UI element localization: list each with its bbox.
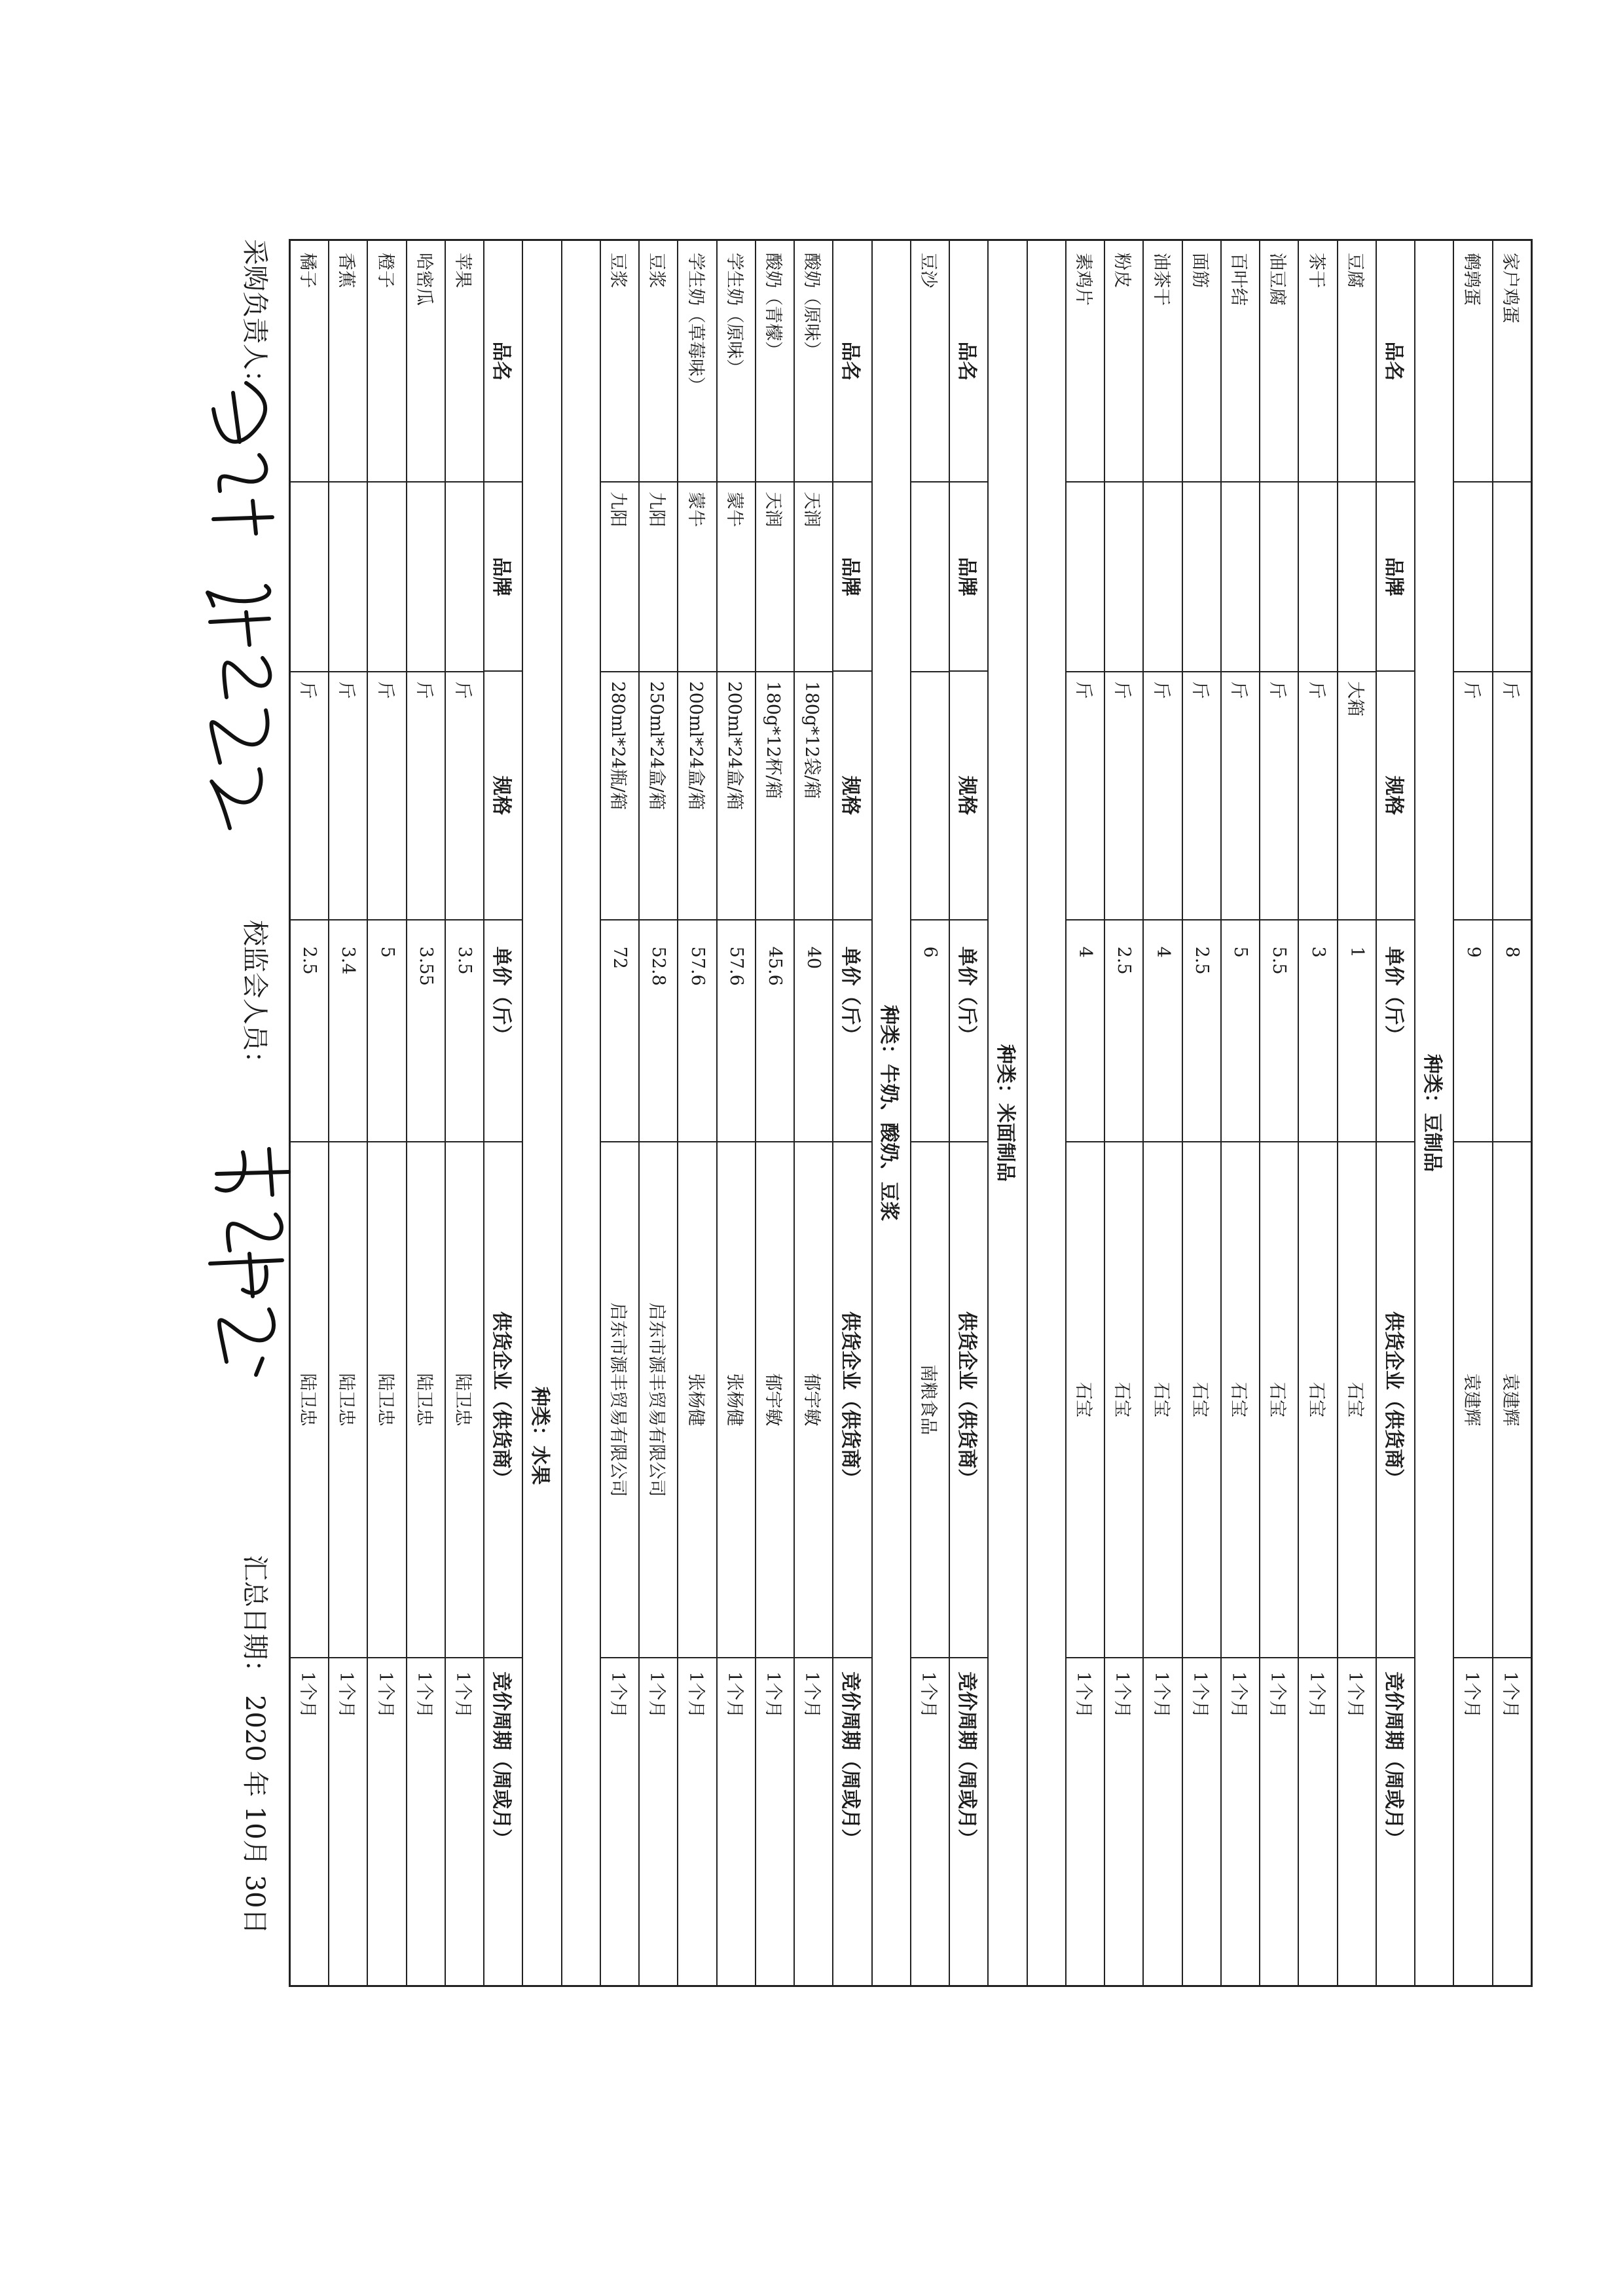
cell-price: 2.5 — [291, 920, 328, 1142]
header-supplier: 供货企业（供货商） — [1377, 1142, 1414, 1658]
cell-spec: 斤 — [1067, 672, 1104, 920]
section-title-row — [988, 241, 1027, 1985]
cell-spec: 280ml*24瓶/箱 — [601, 672, 638, 920]
header-row — [1376, 241, 1414, 1985]
cell-spec: 斤 — [1105, 672, 1142, 920]
header-brand: 品牌 — [484, 483, 522, 672]
table-row — [1298, 241, 1337, 1985]
blank-row — [561, 241, 600, 1985]
cell-spec: 200ml*24盒/箱 — [718, 672, 755, 920]
cell-supplier: 陆卫忠 — [329, 1142, 367, 1658]
cell-brand — [329, 483, 367, 672]
header-spec: 规格 — [484, 672, 522, 920]
cell-brand — [1144, 483, 1182, 672]
cell-spec: 斤 — [329, 672, 367, 920]
cell-spec: 斤 — [1260, 672, 1298, 920]
cell-price: 72 — [601, 920, 638, 1142]
table-row — [328, 241, 367, 1985]
header-cycle: 竞价周期（周或月） — [489, 1671, 513, 1849]
rotated-page — [172, 239, 1533, 2229]
cell-brand — [1455, 483, 1492, 672]
header-supplier: 供货企业（供货商） — [484, 1142, 522, 1658]
table-row — [755, 241, 793, 1985]
cell-supplier: 陆卫忠 — [291, 1142, 328, 1658]
table-row — [1220, 241, 1259, 1985]
header-name: 品名 — [484, 241, 522, 483]
cell-cycle: 1个月 — [801, 1671, 822, 1719]
cell-cycle: 1个月 — [1267, 1671, 1288, 1719]
cell-spec — [911, 672, 949, 920]
header-cycle: 竞价周期（周或月） — [1381, 1671, 1405, 1849]
cell-spec: 180g*12袋/箱 — [795, 672, 832, 920]
cell-cycle: 1个月 — [1189, 1671, 1210, 1719]
cell-price: 6 — [911, 920, 949, 1142]
cell-brand — [1493, 483, 1531, 672]
cell-price: 45.6 — [756, 920, 793, 1142]
cell-brand — [1105, 483, 1142, 672]
header-row — [949, 241, 987, 1985]
cell-supplier: 张杨健 — [679, 1142, 716, 1658]
cell-cycle: 1个月 — [685, 1671, 706, 1719]
cell-spec: 斤 — [407, 672, 445, 920]
cell-price: 9 — [1455, 920, 1492, 1142]
cell-spec: 大箱 — [1338, 672, 1376, 920]
table-row — [1143, 241, 1182, 1985]
cell-price: 3.5 — [446, 920, 483, 1142]
table-row — [678, 241, 716, 1985]
cell-supplier: 启东市源丰贸易有限公司 — [640, 1142, 677, 1658]
blank-cell — [562, 241, 600, 1985]
section-title-row — [871, 241, 910, 1985]
cell-price: 5 — [1222, 920, 1259, 1142]
cell-name: 素鸡片 — [1067, 241, 1104, 483]
cell-cycle: 1个月 — [1228, 1671, 1249, 1719]
cell-name: 家户鸡蛋 — [1493, 241, 1531, 483]
cell-supplier: 南粮食品 — [911, 1142, 949, 1658]
cell-cycle: 1个月 — [1305, 1671, 1326, 1719]
cell-name: 油豆腐 — [1260, 241, 1298, 483]
table-row — [1065, 241, 1104, 1985]
cell-spec: 180g*12杯/箱 — [756, 672, 793, 920]
buyer-label: 采购负责人： — [240, 239, 270, 396]
header-spec: 规格 — [1377, 672, 1414, 920]
supervisor-label: 校监会人员： — [240, 920, 270, 1077]
cell-cycle: 1个月 — [763, 1671, 784, 1719]
cell-name: 橘子 — [291, 241, 328, 483]
cell-spec: 斤 — [1183, 672, 1220, 920]
cell-cycle: 1个月 — [336, 1671, 357, 1719]
date-year-unit: 年 — [240, 1770, 270, 1797]
date-label: 汇总日期： — [240, 1555, 270, 1686]
cell-brand: 天润 — [756, 483, 793, 672]
cell-price: 57.6 — [718, 920, 755, 1142]
cell-supplier: 袁建辉 — [1455, 1142, 1492, 1658]
header-name: 品名 — [1377, 241, 1414, 483]
cell-brand: 蒙牛 — [679, 483, 716, 672]
cell-name: 香蕉 — [329, 241, 367, 483]
table-row — [600, 241, 638, 1985]
cell-supplier: 石宝 — [1105, 1142, 1142, 1658]
cell-supplier: 石宝 — [1144, 1142, 1182, 1658]
cell-brand — [1222, 483, 1259, 672]
cell-supplier: 石宝 — [1300, 1142, 1337, 1658]
cell-brand: 九阳 — [601, 483, 638, 672]
header-name: 品名 — [834, 241, 871, 483]
cell-supplier: 陆卫忠 — [369, 1142, 406, 1658]
cell-supplier: 石宝 — [1338, 1142, 1376, 1658]
cell-price: 3 — [1300, 920, 1337, 1142]
table-row — [1104, 241, 1142, 1985]
cell-price: 5 — [369, 920, 406, 1142]
cell-cycle: 1个月 — [1112, 1671, 1133, 1719]
cell-spec: 斤 — [1455, 672, 1492, 920]
section-title: 种类：牛奶、酸奶、豆浆 — [877, 1005, 901, 1221]
buyer-signature — [194, 370, 292, 841]
table-row — [1182, 241, 1220, 1985]
header-brand: 品牌 — [834, 483, 871, 672]
header-price: 单价（斤） — [950, 920, 987, 1142]
cell-price: 52.8 — [640, 920, 677, 1142]
header-price: 单价（斤） — [484, 920, 522, 1142]
cell-cycle: 1个月 — [723, 1671, 744, 1719]
cell-spec: 斤 — [369, 672, 406, 920]
blank-row — [1027, 241, 1065, 1985]
cell-price: 3.4 — [329, 920, 367, 1142]
section-title: 种类：豆制品 — [1420, 1054, 1444, 1172]
table-row — [406, 241, 445, 1985]
cell-cycle: 1个月 — [608, 1671, 629, 1719]
cell-name: 油茶干 — [1144, 241, 1182, 483]
cell-spec: 250ml*24盒/箱 — [640, 672, 677, 920]
section-title-row — [522, 241, 561, 1985]
table-row — [1492, 241, 1531, 1985]
cell-supplier: 石宝 — [1222, 1142, 1259, 1658]
cell-supplier: 石宝 — [1260, 1142, 1298, 1658]
cell-price: 4 — [1067, 920, 1104, 1142]
cell-brand: 蒙牛 — [718, 483, 755, 672]
header-brand: 品牌 — [1377, 483, 1414, 672]
table-row — [910, 241, 949, 1985]
cell-price: 3.55 — [407, 920, 445, 1142]
header-supplier: 供货企业（供货商） — [950, 1142, 987, 1658]
header-cycle: 竞价周期（周或月） — [839, 1671, 862, 1849]
table-row — [716, 241, 755, 1985]
section-title-row — [1414, 241, 1453, 1985]
table-row — [638, 241, 677, 1985]
cell-supplier: 郁宇敏 — [756, 1142, 793, 1658]
header-cycle: 竞价周期（周或月） — [955, 1671, 978, 1849]
header-supplier: 供货企业（供货商） — [834, 1142, 871, 1658]
cell-spec: 200ml*24盒/箱 — [679, 672, 716, 920]
header-row — [833, 241, 871, 1985]
section-title: 种类：水果 — [528, 1387, 552, 1485]
cell-name: 苹果 — [446, 241, 483, 483]
cell-spec: 斤 — [1300, 672, 1337, 920]
cell-brand — [407, 483, 445, 672]
cell-brand — [911, 483, 949, 672]
procurement-table — [289, 239, 1533, 1987]
cell-price: 8 — [1493, 920, 1531, 1142]
cell-supplier: 袁建辉 — [1493, 1142, 1531, 1658]
cell-supplier: 陆卫忠 — [407, 1142, 445, 1658]
cell-cycle: 1个月 — [918, 1671, 939, 1719]
cell-brand — [1300, 483, 1337, 672]
cell-brand — [1183, 483, 1220, 672]
cell-price: 5.5 — [1260, 920, 1298, 1142]
cell-brand — [291, 483, 328, 672]
cell-cycle: 1个月 — [413, 1671, 434, 1719]
section-title: 种类：米面制品 — [994, 1044, 1017, 1182]
cell-name: 哈密瓜 — [407, 241, 445, 483]
cell-name: 粉皮 — [1105, 241, 1142, 483]
cell-cycle: 1个月 — [1344, 1671, 1365, 1719]
date-year: 2020 — [240, 1695, 270, 1762]
cell-price: 40 — [795, 920, 832, 1142]
cell-spec: 斤 — [1144, 672, 1182, 920]
cell-spec: 斤 — [1493, 672, 1531, 920]
header-price: 单价（斤） — [1377, 920, 1414, 1142]
table-row — [367, 241, 406, 1985]
cell-supplier: 启东市源丰贸易有限公司 — [601, 1142, 638, 1658]
cell-name: 学生奶（草莓味） — [679, 241, 716, 483]
cell-name: 学生奶（原味） — [718, 241, 755, 483]
cell-supplier: 张杨健 — [718, 1142, 755, 1658]
cell-price: 1 — [1338, 920, 1376, 1142]
cell-cycle: 1个月 — [1499, 1671, 1520, 1719]
cell-name: 豆腐 — [1338, 241, 1376, 483]
table-row — [1337, 241, 1376, 1985]
date-day: 30日 — [240, 1874, 270, 1935]
cell-brand: 九阳 — [640, 483, 677, 672]
cell-name: 百叶结 — [1222, 241, 1259, 483]
cell-spec: 斤 — [291, 672, 328, 920]
cell-name: 豆浆 — [640, 241, 677, 483]
cell-name: 橙子 — [369, 241, 406, 483]
cell-price: 4 — [1144, 920, 1182, 1142]
cell-name: 茶干 — [1300, 241, 1337, 483]
table-row — [445, 241, 483, 1985]
header-row — [483, 241, 522, 1985]
cell-spec: 斤 — [1222, 672, 1259, 920]
cell-cycle: 1个月 — [452, 1671, 473, 1719]
cell-cycle: 1个月 — [297, 1671, 318, 1719]
cell-brand: 天润 — [795, 483, 832, 672]
table-row — [793, 241, 832, 1985]
date-month: 10月 — [240, 1806, 270, 1866]
cell-cycle: 1个月 — [1073, 1671, 1094, 1719]
cell-brand — [1260, 483, 1298, 672]
cell-name: 酸奶（青檬） — [756, 241, 793, 483]
cell-name: 酸奶（原味） — [795, 241, 832, 483]
cell-cycle: 1个月 — [374, 1671, 395, 1719]
cell-name: 豆浆 — [601, 241, 638, 483]
cell-spec: 斤 — [446, 672, 483, 920]
table-row — [291, 241, 328, 1985]
cell-supplier: 石宝 — [1067, 1142, 1104, 1658]
cell-name: 豆沙 — [911, 241, 949, 483]
header-brand: 品牌 — [950, 483, 987, 672]
cell-supplier: 陆卫忠 — [446, 1142, 483, 1658]
cell-cycle: 1个月 — [1150, 1671, 1171, 1719]
header-name: 品名 — [950, 241, 987, 483]
cell-brand — [446, 483, 483, 672]
header-spec: 规格 — [834, 672, 871, 920]
cell-price: 2.5 — [1105, 920, 1142, 1142]
cell-brand — [369, 483, 406, 672]
cell-price: 2.5 — [1183, 920, 1220, 1142]
blank-cell — [1028, 241, 1065, 1985]
supervisor-signature — [197, 1136, 302, 1385]
summary-date — [238, 1555, 276, 1944]
header-spec: 规格 — [950, 672, 987, 920]
cell-brand — [1067, 483, 1104, 672]
header-price: 单价（斤） — [834, 920, 871, 1142]
table-row — [1453, 241, 1492, 1985]
cell-price: 57.6 — [679, 920, 716, 1142]
table-row — [1259, 241, 1298, 1985]
cell-cycle: 1个月 — [646, 1671, 667, 1719]
cell-name: 面筋 — [1183, 241, 1220, 483]
cell-name: 鹌鹑蛋 — [1455, 241, 1492, 483]
cell-cycle: 1个月 — [1461, 1671, 1482, 1719]
cell-brand — [1338, 483, 1376, 672]
cell-supplier: 石宝 — [1183, 1142, 1220, 1658]
cell-supplier: 郁宇敏 — [795, 1142, 832, 1658]
